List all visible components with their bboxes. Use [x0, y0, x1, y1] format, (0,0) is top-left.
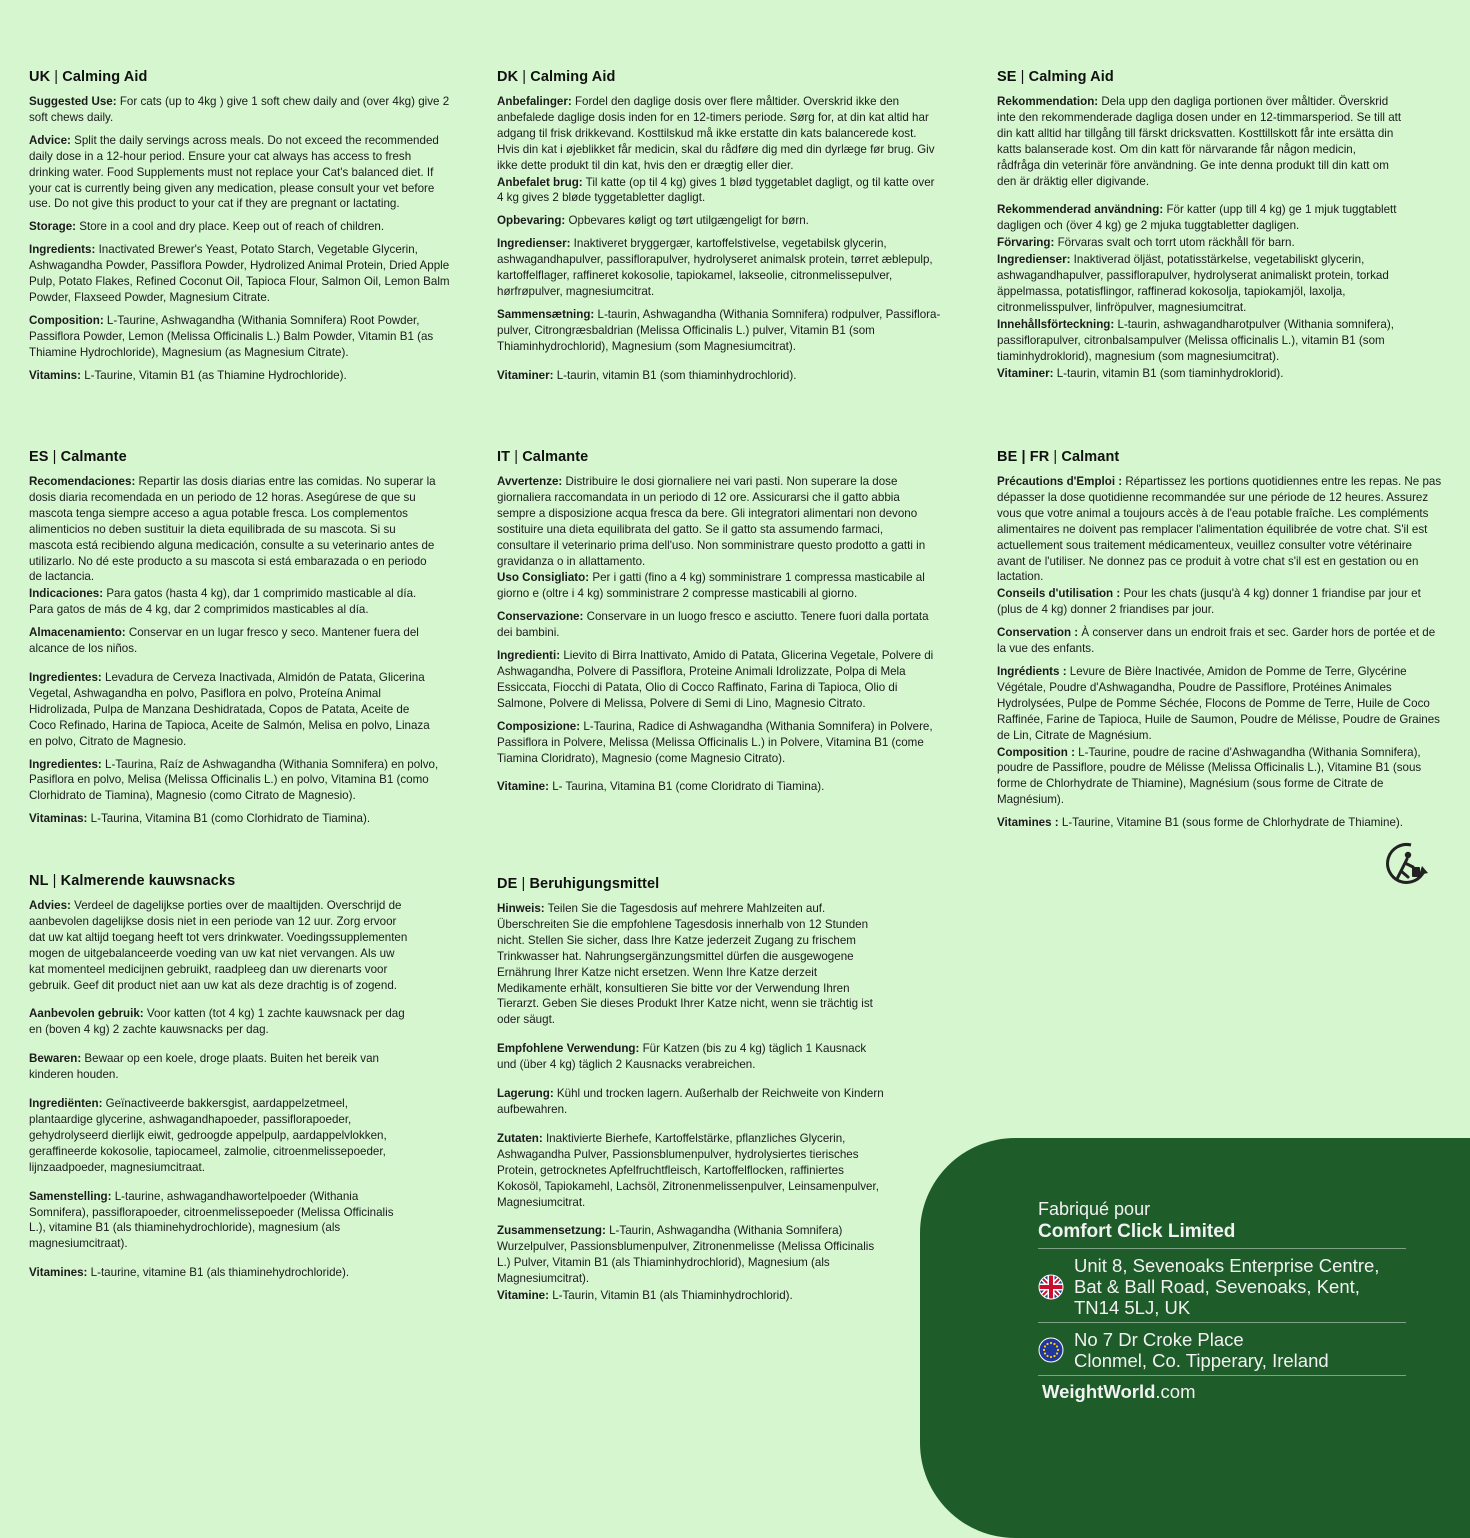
storage-paragraph: Conservazione: Conservare in un luogo fresco e asciutto. Tenere fuori dalla portata dei bambini. — [497, 610, 929, 640]
advice-paragraph: Anbefalinger: Fordel den daglige dosis over flere måltider. Overskrid ikke den anbefalede daglige dosis inden for en 12-timers periode. Sørg for, at din kat altid har adgang til frisk drikkevand. Kosttilskud må ikke erstatte din kats balancerede kost. Hvis din kat i øjeblikket får medicin, skal du rådføre dig med din dyrlæge før brug. Giv ikke dette produkt til din kat, hvis den er drægtig eller dier. — [497, 95, 935, 172]
vitamins-paragraph: Vitamins: L-Taurine, Vitamin B1 (as Thiamine Hydrochloride). — [29, 368, 347, 382]
use-paragraph: Anbefalet brug: Til katte (op til 4 kg) gives 1 blød tyggetablet dagligt, og til katte over 4 kg gives 2 bløde tyggetabletter dagligt. — [497, 175, 935, 205]
composition-paragraph: Zusammensetzung: L-Taurin, Ashwagandha (Withania Somnifera) Wurzelpulver, Passionsblumenpulver, Zitronenmelisse (Melissa Officinalis L.) Pulver, Vitamin B1 (als Thiaminhydrochlorid), Magnesium (als Magnesiumcitrat). — [497, 1224, 875, 1286]
use-paragraph: Empfohlene Verwendung: Für Katzen (bis zu 4 kg) täglich 1 Kausnack und (über 4 kg) täglich 2 Kausnacks verabreichen. — [497, 1042, 867, 1072]
ingredients-paragraph: Ingredienser: Inaktiverad öljäst, potatisstärkelse, vegetabiliskt glycerin, ashwagandhapulver, passiflorapulver, hydrolyserat animaliskt protein, torkad äppelmassa, potatisflingor, raffinerad kokosolja, tapiokamjöl, laxolja, citronmelisspulver, linfröpulver, magnesiumcitrat. — [997, 253, 1389, 314]
section-title: IT | Calmante — [497, 449, 589, 465]
storage-paragraph: Förvaring: Förvaras svalt och torrt utom räckhåll för barn. — [997, 236, 1295, 250]
section-title: ES | Calmante — [29, 449, 127, 465]
company-name: Comfort Click Limited — [1038, 1221, 1236, 1242]
address-line: Unit 8, Sevenoaks Enterprise Centre, — [1074, 1255, 1380, 1276]
composition-paragraph: Ingredientes: L-Taurina, Raíz de Ashwagandha (Withania Somnifera) en polvo, Pasiflora en polvo, Melisa (Melissa Officinalis L.) en polvo, Vitamina B1 (como Clorhidrato de Tiamina), Magnesio (como Citrato de Magnesio). — [29, 757, 439, 803]
vitamins-paragraph: Vitamines: L-taurine, vitamine B1 (als thiaminehydrochloride). — [29, 1266, 350, 1280]
section-de — [497, 876, 887, 1311]
ingredients-paragraph: Ingredients: Inactivated Brewer's Yeast, Potato Starch, Vegetable Glycerin, Ashwagandha Powder, Passiflora Powder, Hydrolized Animal Protein, Dried Apple Pulp, Potato Flakes, Refined Coconut Oil, Tapioca Flour, Salmon Oil, Lemon Balm Powder, Flaxseed Powder, Magnesium Citrate. — [29, 243, 450, 304]
vitamins-paragraph: Vitamine: L-Taurin, Vitamin B1 (als Thiaminhydrochlorid). — [497, 1289, 793, 1303]
vitamins-paragraph: Vitamines : L-Taurine, Vitamine B1 (sous forme de Chlorhydrate de Thiamine). — [997, 816, 1403, 830]
section-it — [497, 449, 937, 802]
ingredients-paragraph: Ingredientes: Levadura de Cerveza Inactivada, Almidón de Patata, Glicerina Vegetal, Ashwagandha en polvo, Pasiflora en polvo, Proteína Animal Hidrolizada, Pulpa de Manzana Deshidratada, Copos de Patata, Aceite de Coco Refinado, Harina de Tapioca, Aceite de Salmón, Melisa en polvo, Linaza en polvo, Citrato de Magnesio. — [29, 670, 430, 748]
eu-flag-icon — [1038, 1337, 1064, 1363]
advice-paragraph: Advice: Split the daily servings across meals. Do not exceed the recommended daily dose in a 12-hour period. Ensure your cat always has access to fresh drinking water. Food Supplements must not replace your Cat's balanced diet. If your cat is currently being given any medication, please consult your vet before use. Do not give this product to your cat if they are pregnant or lactating. — [29, 133, 439, 211]
address-line: No 7 Dr Croke Place — [1074, 1329, 1244, 1350]
address-line: Bat & Ball Road, Sevenoaks, Kent, — [1074, 1276, 1360, 1297]
composition-paragraph: Innehållsförteckning: L-taurin, ashwagandharotpulver (Withania somnifera), passiflorapulver, citronbalsampulver (Melissa officinalis L.), vitamin B1 (som tiaminhydroklorid), magnesium (som magnesiumcitrat). — [997, 317, 1394, 363]
storage-paragraph: Almacenamiento: Conservar en un lugar fresco y seco. Mantener fuera del alcance de los niños. — [29, 626, 419, 656]
use-paragraph: Rekommenderad användning: För katter (upp till 4 kg) ge 1 mjuk tuggtablett dagligen och (över 4 kg) ge 2 mjuka tuggtabletter dagligen. — [997, 203, 1397, 233]
section-title: NL | Kalmerende kauwsnacks — [29, 873, 236, 889]
use-paragraph: Uso Consigliato: Per i gatti (fino a 4 kg) somministrare 1 compressa masticabile al giorno e (oltre i 4 kg) somministrare 2 compresse masticabili al giorno. — [497, 571, 925, 601]
advice-paragraph: Précautions d'Emploi : Répartissez les portions quotidiennes entre les repas. Ne pas dépasser la dose quotidienne recommandée sur une période de 12 heures. Assurez vous que votre animal a toujours accès à de l'eau potable fraîche. Les compléments alimentaires ne doivent pas remplacer l'alimentation équilibrée de votre chat. S'il est actuellement sous traitement médicamenteux, veuillez consulter votre vétérinaire avant de l'utiliser. Ne donnez pas ce produit à votre chat s'il est en gestation ou en lactation. — [997, 475, 1442, 584]
advice-paragraph: Avvertenze: Distribuire le dosi giornaliere nei vari pasti. Non superare la dose giornaliera raccomandata in un periodo di 12 ore. Assicurarsi che il gatto abbia sempre a disposizione acqua fresca da bere. Gli integratori alimentari non devono sostituire una dieta equilibrata del gatto. Se il gatto sta assumendo farmaci, consultare il veterinario prima dell'uso. Non somministrare questo prodotto a gatti in gravidanza o in allattamento. — [497, 475, 926, 568]
section-dk — [497, 69, 942, 391]
ingredients-paragraph: Ingredienti: Lievito di Birra Inattivato, Amido di Patata, Glicerina Vegetale, Polvere di Ashwagandha, Polvere di Passiflora, Proteine Animali Idrolizzate, Polpa di Mela Essiccata, Fiocchi di Patata, Olio di Cocco Raffinato, Farina di Tapioca, Olio di Salmone, Polvere di Melissa, Polvere di Semi di Lino, Magnesio Citrato. — [497, 649, 934, 710]
section-es — [29, 449, 439, 834]
composition-paragraph: Composizione: L-Taurina, Radice di Ashwagandha (Withania Somnifera) in Polvere, Passiflora in Polvere, Melissa (Melissa Officinalis L.) in Polvere, Vitamina B1 (come Tiamina Cloridrato), Magnesio (come Magnesio Citrato). — [497, 719, 933, 765]
section-title: DE | Beruhigungsmittel — [497, 876, 660, 892]
storage-paragraph: Conservation : À conserver dans un endroit frais et sec. Garder hors de portée et de la vue des enfants. — [997, 626, 1436, 656]
composition-paragraph: Sammensætning: L-taurin, Ashwagandha (Withania Somnifera) rodpulver, Passiflora-pulver, Citrongræsbaldrian (Melissa Officinalis L.) pulver, Vitamin B1 (som Thiaminhydrochlorid), Magnesium (som Magnesiumcitrat). — [497, 307, 941, 353]
section-uk — [29, 69, 451, 391]
section-title: SE | Calming Aid — [997, 69, 1114, 85]
advice-paragraph: Recomendaciones: Repartir las dosis diarias entre las comidas. No superar la dosis diaria recomendada en un periodo de 12 horas. Asegúrese de que su mascota tenga siempre acceso a agua potable fresca. Los complementos alimenticios no deben sustituir la dieta equilibrada de su mascota. Si su mascota está recibiendo alguna medicación, consulte a su veterinario antes de utilizarlo. No dé este producto a su mascota si está embarazada o en periodo de lactancia. — [29, 475, 436, 584]
vitamins-paragraph: Vitaminer: L-taurin, vitamin B1 (som thiaminhydrochlorid). — [497, 368, 797, 382]
composition-paragraph: Composition: L-Taurine, Ashwagandha (Withania Somnifera) Root Powder, Passiflora Powder, Lemon (Melissa Officinalis L.) Balm Powder, Vitamin B1 (as Thiamine Hydrochloride), Magnesium (as Magnesium Citrate). — [29, 313, 434, 359]
ingredients-paragraph: Ingrédients : Levure de Bière Inactivée, Amidon de Pomme de Terre, Glycérine Végétale, Poudre d'Ashwagandha, Poudre de Passiflore, Protéines Animales Hydrolysées, Pulpe de Pomme Séchée, Flocons de Pomme de Terre, Huile de Coco Raffinée, Farine de Tapioca, Huile de Saumon, Poudre de Mélisse, Poudre de Graines de Lin, Citrate de Magnésium. — [997, 664, 1440, 742]
section-se — [997, 69, 1402, 388]
uk-flag-icon — [1038, 1274, 1064, 1300]
manufacturer-info — [1038, 1198, 1406, 1403]
section-title: DK | Calming Aid — [497, 69, 616, 85]
storage-paragraph: Opbevaring: Opbevares køligt og tørt utilgængeligt for børn. — [497, 214, 809, 228]
recycling-person-icon — [1383, 841, 1429, 887]
use-paragraph: Conseils d'utilisation : Pour les chats (jusqu'à 4 kg) donner 1 friandise par jour et (plus de 4 kg) donner 2 friandises par jour. — [997, 587, 1421, 617]
advice-paragraph: Advies: Verdeel de dagelijkse porties over de maaltijden. Overschrijd de aanbevolen dagelijkse dosis niet in een periode van 12 uur. Zorg ervoor dat uw kat altijd toegang heeft tot vers drinkwater. Voedingssupplementen mogen de uitgebalanceerde voeding van uw kat niet vervangen. Als uw kat momenteel medicijnen gebruikt, raadpleeg dan uw dierenarts voor gebruik. Geef dit product niet aan uw kat als deze drachtig is of zogend. — [29, 899, 408, 992]
use-paragraph: Aanbevolen gebruik: Voor katten (tot 4 kg) 1 zachte kauwsnack per dag en (boven 4 kg) 2 zachte kauwsnacks per dag. — [29, 1007, 405, 1037]
suggested-use-paragraph: Suggested Use: For cats (up to 4kg ) give 1 soft chew daily and (over 4kg) give 2 soft chews daily. — [29, 95, 450, 124]
use-paragraph: Indicaciones: Para gatos (hasta 4 kg), dar 1 comprimido masticable al día. Para gatos de más de 4 kg, dar 2 comprimidos masticables al día. — [29, 587, 417, 617]
section-nl — [29, 873, 409, 1288]
divider — [1038, 1375, 1406, 1376]
composition-paragraph: Samenstelling: L-taurine, ashwagandhawortelpoeder (Withania Somnifera), passiflorapoeder, citroenmelissepoeder (Melissa Officinalis L.), vitamine B1 (als thiaminehydrochloride), magnesium (als magnesiumcitraat). — [29, 1189, 394, 1251]
advice-paragraph: Rekommendation: Dela upp den dagliga portionen över måltider. Överskrid inte den rekommenderade dagliga dosen under en 12-timmarsperiod. Se till att din katt alltid har tillgång till färskt dricksvatten. Kosttillskott får inte ersätta din katts balanserade kost. Om din katt för närvarande får någon medicin, rådfråga din veterinär före användning. Ge inte denna produkt till din katt om den är dräktig eller digivande. — [997, 95, 1402, 188]
storage-paragraph: Bewaren: Bewaar op een koele, droge plaats. Buiten het bereik van kinderen houden. — [29, 1052, 379, 1082]
uk-address — [1038, 1249, 1406, 1322]
storage-paragraph: Storage: Store in a cool and dry place. Keep out of reach of children. — [29, 220, 385, 234]
ingredients-paragraph: Zutaten: Inaktivierte Bierhefe, Kartoffelstärke, pflanzliches Glycerin, Ashwagandha Pulver, Passionsblumenpulver, hydrolysiertes tierisches Protein, getrocknetes Apfelfruchtfleisch, Kartoffelflocken, raffiniertes Kokosöl, Tapiokamehl, Lachsöl, Zitronenmelissenpulver, Leinsamenpulver, Magnesiumcitrat. — [497, 1131, 879, 1209]
address-line: TN14 5LJ, UK — [1074, 1297, 1191, 1318]
ingredients-paragraph: Ingrediënten: Geïnactiveerde bakkersgist, aardappelzetmeel, plantaardige glycerine, ashwagandhapoeder, passiflorapoeder, gehydrolyseerd dierlijk eiwit, gedroogde appelpulp, aardappelvlokken, geraffineerde kokosolie, tapiocameel, zalmolie, citroenmelissepoeder, lijnzaadpoeder, magnesiumcitraat. — [29, 1097, 387, 1174]
advice-paragraph: Hinweis: Teilen Sie die Tagesdosis auf mehrere Mahlzeiten auf. Überschreiten Sie die empfohlene Tagesdosis innerhalb von 12 Stunden nicht. Stellen Sie sicher, dass Ihre Katze jederzeit Zugang zu frischem Trinkwasser hat. Nahrungsergänzungsmittel dürfen die ausgewogene Ernährung Ihrer Katze nicht ersetzen. Wenn Ihre Katze derzeit Medikamente erhält, konsultieren Sie bitte vor der Verwendung Ihren Tierarzt. Geben Sie dieses Produkt Ihrer Katze nicht, wenn sie trächtig ist oder säugt. — [497, 902, 873, 1027]
made-for-label: Fabriqué pour — [1038, 1199, 1151, 1219]
composition-paragraph: Composition : L-Taurine, poudre de racine d'Ashwagandha (Withania Somnifera), poudre de Passiflore, poudre de Mélisse (Melissa Officinalis L.), Vitamine B1 (sous forme de Chlorhydrate de Thiamine), Magnésium (sous forme de Citrate de Magnésium). — [997, 745, 1422, 807]
ingredients-paragraph: Ingredienser: Inaktiveret bryggergær, kartoffelstivelse, vegetabilsk glycerin, ashwagandhapulver, passiflorapulver, hydrolyseret animalsk protein, tørret æblepulp, kartoffelflager, raffineret kokosolie, tapiokamel, lakseolie, citronmelissepulver, hørfrøpulver, magnesiumcitrat. — [497, 237, 933, 298]
eu-address — [1038, 1323, 1406, 1375]
vitamins-paragraph: Vitaminer: L-taurin, vitamin B1 (som tiaminhydroklorid). — [997, 366, 1284, 380]
storage-paragraph: Lagerung: Kühl und trocken lagern. Außerhalb der Reichweite von Kindern aufbewahren. — [497, 1087, 884, 1116]
section-title: BE | FR | Calmant — [997, 449, 1120, 465]
section-be-fr — [997, 449, 1442, 838]
address-line: Clonmel, Co. Tipperary, Ireland — [1074, 1350, 1329, 1371]
vitamins-paragraph: Vitamine: L- Taurina, Vitamina B1 (come Cloridrato di Tiamina). — [497, 780, 825, 794]
section-title: UK | Calming Aid — [29, 69, 148, 85]
vitamins-paragraph: Vitaminas: L-Taurina, Vitamina B1 (como Clorhidrato de Tiamina). — [29, 812, 371, 826]
website-link[interactable]: WeightWorld.com — [1042, 1381, 1196, 1402]
